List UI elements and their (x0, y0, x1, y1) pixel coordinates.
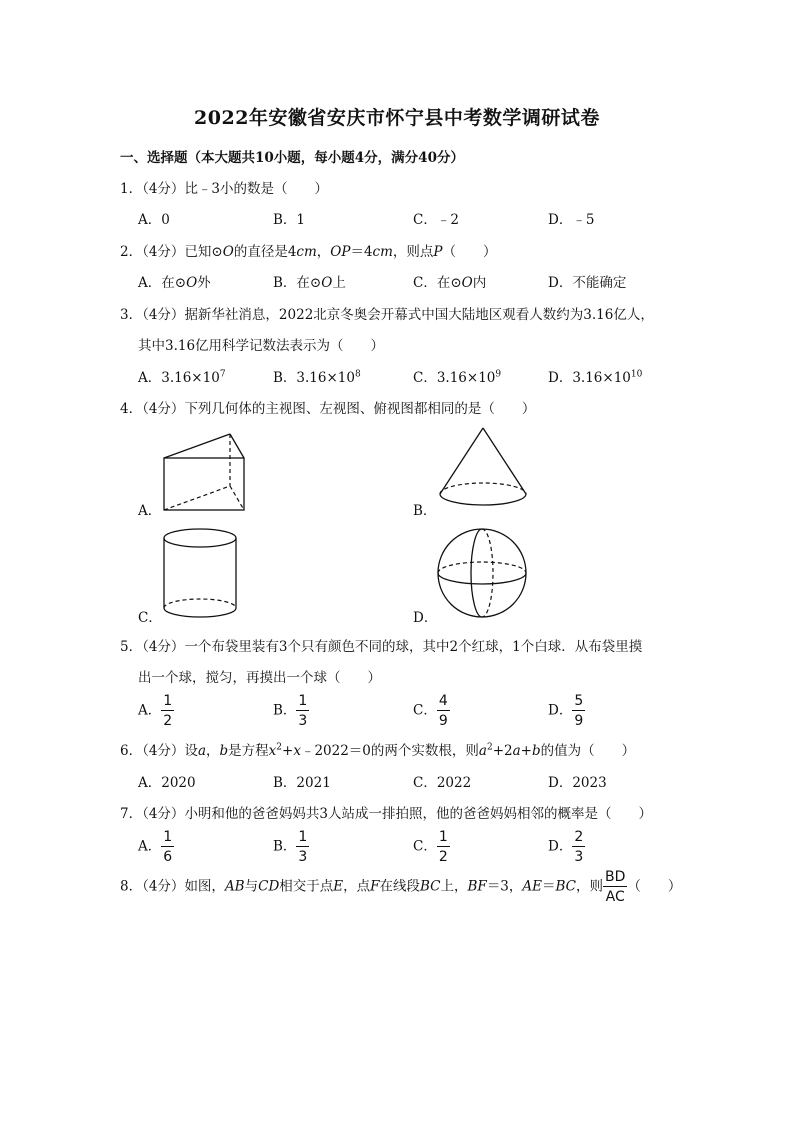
fraction (296, 694, 309, 728)
exponent: 9 (495, 369, 502, 380)
denominator: 2 (163, 713, 173, 729)
question-text: （ ） (442, 244, 497, 260)
option-label: C． (413, 838, 437, 855)
numerator: 2 (574, 829, 584, 845)
question-text: ＝ (542, 878, 556, 895)
figure-label-d: D． (413, 610, 438, 626)
question-3-continued: 其中3.16亿用科学记数法表示为（ ） (138, 338, 385, 354)
math-var: E (333, 878, 344, 895)
question-text: + (282, 743, 294, 759)
question-8 (120, 870, 681, 904)
option-text: C．在⊙ (413, 275, 462, 291)
exponent: 10 (630, 369, 643, 380)
option-a[interactable]: A．2020 (138, 775, 196, 791)
option-c[interactable] (413, 271, 486, 291)
sphere-figure[interactable] (434, 525, 534, 625)
fraction (603, 870, 627, 904)
figure-label-a: A． (138, 503, 162, 519)
option-a[interactable] (138, 271, 211, 291)
fraction (296, 830, 309, 864)
question-text: 比﹣3小的数是（ ） (184, 181, 329, 197)
question-number: 5． (120, 639, 143, 655)
question-text: 下列几何体的主视图、左视图、俯视图都相同的是（ ） (184, 401, 536, 417)
math-var: F (370, 878, 380, 895)
option-d[interactable] (548, 271, 626, 291)
question-text: 与 (244, 878, 259, 895)
numerator: BD (605, 869, 626, 885)
numerator: 1 (163, 829, 173, 845)
option-c[interactable]: C．2022 (413, 775, 472, 791)
option-c[interactable] (413, 830, 450, 864)
numerator: 1 (438, 829, 448, 845)
question-score: （4分） (142, 401, 185, 417)
option-d[interactable] (548, 694, 585, 728)
option-b[interactable]: B．1 (273, 212, 306, 228)
fraction (437, 694, 450, 728)
math-var: b (531, 743, 541, 759)
denominator: AC (605, 889, 625, 905)
question-1 (120, 177, 328, 197)
denominator: 9 (574, 713, 584, 729)
exponent: 7 (219, 369, 226, 380)
math-var: BC (420, 878, 441, 895)
question-text: ＝3， (486, 878, 523, 895)
question-4 (120, 397, 535, 417)
fraction (161, 694, 174, 728)
numerator: 1 (163, 693, 173, 709)
option-b[interactable] (273, 366, 361, 386)
fraction (161, 830, 174, 864)
option-a[interactable] (138, 694, 174, 728)
math-var: BF (467, 878, 487, 895)
question-number: 3． (120, 307, 143, 323)
option-d[interactable] (548, 366, 642, 386)
triangular-prism-figure[interactable] (158, 430, 254, 516)
math-var: O (461, 275, 473, 291)
question-text: 如图， (184, 878, 225, 895)
math-var: a (512, 743, 521, 759)
question-text: 上， (440, 878, 468, 895)
figure-label-b: B． (413, 503, 437, 519)
numerator: 5 (574, 693, 584, 709)
numerator: 4 (438, 693, 448, 709)
question-text: 的直径是4 (233, 244, 297, 260)
math-var: O (222, 244, 234, 260)
option-a[interactable] (138, 366, 226, 386)
option-d[interactable]: D．﹣5 (548, 212, 595, 228)
math-var: O (186, 275, 198, 291)
fraction (572, 830, 585, 864)
option-c[interactable]: C．﹣2 (413, 212, 459, 228)
option-b[interactable] (273, 830, 309, 864)
question-score: （4分） (142, 307, 185, 323)
question-number: 1． (120, 181, 143, 197)
math-var: AB (224, 878, 245, 895)
math-var: BC (555, 878, 577, 895)
page-title: 2022年安徽省安庆市怀宁县中考数学调研试卷 (194, 107, 600, 129)
option-text: C．3.16×10 (413, 370, 496, 386)
question-text: 在线段 (379, 878, 420, 895)
numerator: 1 (298, 829, 308, 845)
question-text: 的值为（ ） (540, 743, 636, 759)
question-number: 6． (120, 743, 143, 759)
question-text: 相交于点 (279, 878, 334, 895)
option-a[interactable] (138, 830, 174, 864)
question-number: 7． (120, 806, 143, 822)
option-text: A．在⊙ (138, 275, 187, 291)
math-var: b (219, 743, 229, 759)
question-7 (120, 802, 652, 822)
math-var: OP (330, 244, 351, 260)
option-label: A． (138, 838, 162, 855)
denominator: 6 (163, 849, 173, 865)
question-text: ，点 (343, 878, 371, 895)
math-var: x (268, 743, 277, 759)
option-a[interactable]: A．0 (138, 212, 170, 228)
option-d[interactable]: D．2023 (548, 775, 607, 791)
exponent: 2 (486, 742, 493, 753)
option-label: B． (273, 838, 297, 855)
question-score: （4分） (142, 743, 185, 759)
question-number: 2． (120, 244, 143, 260)
fraction (437, 830, 450, 864)
option-c[interactable] (413, 366, 501, 386)
question-number: 8． (120, 878, 143, 895)
option-text: 内 (472, 275, 487, 291)
option-b[interactable]: B．2021 (273, 775, 331, 791)
question-text: ＝4 (350, 244, 373, 260)
section-heading: 一、选择题（本大题共10小题，每小题4分，满分40分） (120, 150, 464, 166)
option-text: A．3.16×10 (138, 370, 220, 386)
option-b[interactable] (273, 271, 346, 291)
question-text: ，则 (576, 878, 604, 895)
option-text: 外 (197, 275, 211, 291)
numerator: 1 (298, 693, 308, 709)
math-var: x (293, 743, 301, 759)
question-text: ， (206, 743, 220, 759)
fraction (572, 694, 585, 728)
math-var: CD (258, 878, 280, 895)
question-score: （4分） (142, 181, 185, 197)
option-b[interactable] (273, 694, 309, 728)
option-c[interactable] (413, 694, 450, 728)
math-unit: cm (372, 244, 393, 260)
math-var: AE (522, 878, 543, 895)
denominator: 3 (574, 849, 584, 865)
question-score: （4分） (142, 639, 185, 655)
option-label: D． (548, 838, 573, 855)
question-score: （4分） (142, 806, 185, 822)
exponent: 8 (354, 369, 361, 380)
option-text: B．3.16×10 (273, 370, 355, 386)
option-label: A． (138, 702, 162, 719)
question-text: （ ） (627, 878, 682, 895)
option-text: D．3.16×10 (548, 370, 631, 386)
math-var: a (197, 743, 206, 759)
denominator: 3 (298, 849, 308, 865)
cone-figure[interactable] (434, 424, 532, 516)
option-label: C． (413, 702, 437, 719)
question-text: + (520, 743, 532, 759)
question-text: +2 (492, 743, 513, 759)
question-text: ，则点 (392, 244, 434, 260)
question-text: 一个布袋里装有3个只有颜色不同的球，其中2个红球，1个白球．从布袋里摸 (184, 639, 643, 655)
option-label: D． (548, 702, 573, 719)
denominator: 3 (298, 713, 308, 729)
question-score: （4分） (142, 244, 185, 260)
question-text: 据新华社消息，2022北京冬奥会开幕式中国大陆地区观看人数约为3.16亿人， (184, 307, 654, 323)
option-text: B．在⊙ (273, 275, 322, 291)
question-text: 设 (184, 743, 198, 759)
question-text: 小明和他的爸爸妈妈共3人站成一排拍照，他的爸爸妈妈相邻的概率是（ ） (184, 806, 653, 822)
question-text: 已知⊙ (184, 244, 223, 260)
question-text: ﹣2022＝0的两个实数根，则 (300, 743, 479, 759)
denominator: 2 (438, 849, 448, 865)
question-text: 是方程 (228, 743, 269, 759)
figure-label-c: C． (138, 610, 162, 626)
math-var: O (321, 275, 333, 291)
math-unit: cm (296, 244, 317, 260)
question-5-continued: 出一个球，搅匀，再摸出一个球（ ） (138, 670, 381, 686)
question-3 (120, 303, 654, 323)
option-d[interactable] (548, 830, 585, 864)
math-var: a (478, 743, 487, 759)
question-score: （4分） (142, 878, 185, 895)
math-var: P (433, 244, 443, 260)
question-5 (120, 635, 642, 655)
option-label: B． (273, 702, 297, 719)
option-text: D．不能确定 (548, 275, 627, 291)
denominator: 9 (438, 713, 448, 729)
cylinder-figure[interactable] (158, 526, 242, 622)
question-6 (120, 739, 635, 759)
question-number: 4． (120, 401, 143, 417)
question-text: ， (316, 244, 331, 260)
option-text: 上 (332, 275, 346, 291)
exponent: 2 (276, 742, 283, 753)
question-2 (120, 240, 497, 260)
